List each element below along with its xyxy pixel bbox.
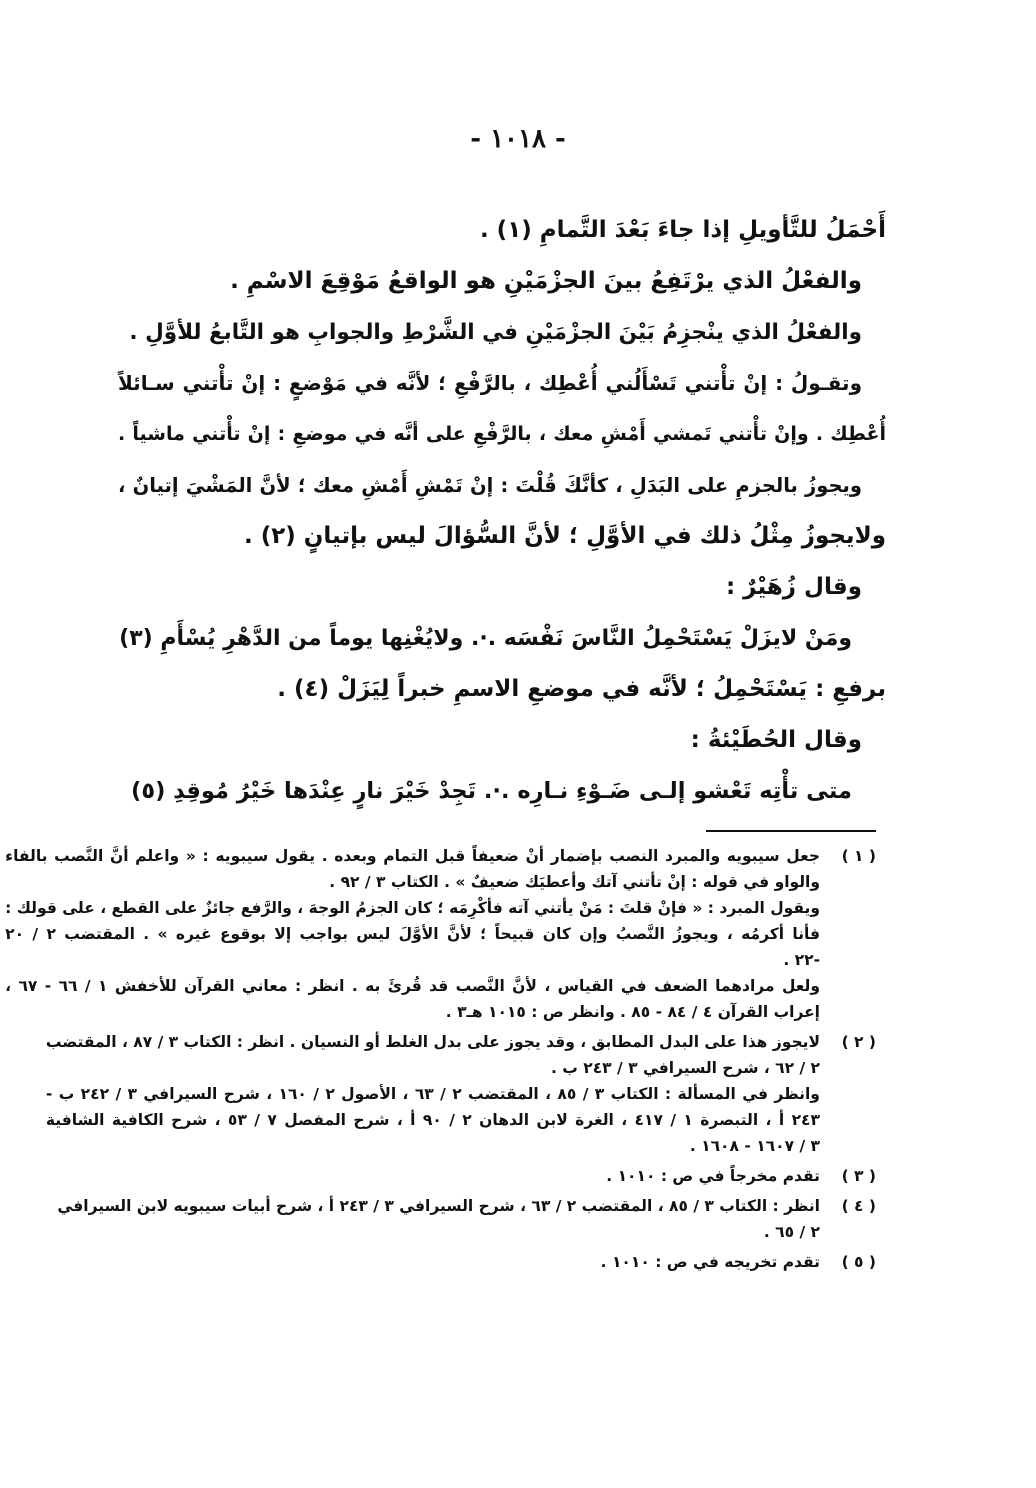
- main-text: [118, 205, 886, 817]
- page-number: - ١٠١٨ -: [470, 124, 566, 154]
- footnote-line: انظر : الكتاب ٣ / ٨٥ ، المقتضب ٢ / ٦٣ ، شرح السيرافي ٣ / ٢٤٣ أ ، شرح أبيات سيبويه لابن السيرافي: [57, 1197, 820, 1215]
- footnote-number: ( ٥ ): [841, 1253, 876, 1271]
- footnote: [118, 1249, 876, 1275]
- footnote: [45, 1029, 876, 1159]
- footnote-number: ( ٢ ): [841, 1033, 876, 1051]
- footnote: [57, 1193, 876, 1245]
- footnote-line: ٢ / ٦٢ ، شرح السيرافي ٣ / ٢٤٣ ب .: [550, 1059, 820, 1077]
- text-line: أُعْطِك . وإنْ تأْتني تَمشي أَمْشِ معك ، بالرَّفْعِ على أنَّه في موضعِ : إنْ تأْتني ماشياً .: [118, 423, 886, 445]
- footnote-number: ( ١ ): [841, 847, 876, 865]
- footnote-line: -٢٢ .: [783, 951, 820, 969]
- footnote-line: تقدم مخرجاً في ص : ١٠١٠ .: [606, 1167, 820, 1185]
- text-line: وقال الحُطَيْئةُ :: [690, 727, 862, 753]
- footnote-body: [46, 1029, 820, 1159]
- verse-line: ومَنْ لايزَلْ يَسْتَحْمِلُ النَّاسَ نَفْسَه .·. ولايُغْنِها يوماً من الدَّهْرِ يُسْأَمِ (٣): [119, 626, 852, 651]
- text-line: والفعْلُ الذي يرْتَفِعُ بينَ الجزْمَيْنِ هو الواقعُ مَوْقِعَ الاسْمِ .: [230, 268, 862, 294]
- footnote: [118, 1163, 876, 1189]
- footnote-line: ٢ / ٦٥ .: [763, 1223, 820, 1241]
- footnote-line: فأنا أكرمُه ، ويجوزُ النَّصبُ وإن كان قبيحاً ؛ لأنَّ الأوَّلَ ليس بواجب إلا بوقوع غيره » . المقتضب ٢ / ٢٠: [5, 925, 820, 943]
- footnote-separator: [706, 830, 876, 832]
- footnote-line: ولعل مرادهما الضعف في القياس ، لأنَّ النَّصب قد قُرئَ به . انظر : معاني القرآن للأخفش ١ / ٦٦ - ٦٧ ،: [5, 977, 820, 995]
- footnote-line: ٢٤٣ أ ، التبصرة ١ / ٤١٧ ، الغرة لابن الدهان ٢ / ٩٠ أ ، شرح المفصل ٧ / ٥٣ ، شرح الكافية الشافية: [45, 1111, 820, 1129]
- footnote-line: لايجوز هذا على البدل المطابق ، وقد يجوز على بدل الغلط أو النسيان . انظر : الكتاب ٣ / ٨٧ ، المقتضب: [45, 1033, 820, 1051]
- footnote: [5, 843, 876, 1025]
- text-line: ولايجوزُ مِثْلُ ذلك في الأوَّلِ ؛ لأنَّ السُّؤالَ ليس بإتيانٍ (٢) .: [243, 523, 886, 549]
- footnote-line: ويقول المبرد : « فإنْ قلتَ : مَنْ يأتني آته فأكْرِمَه ؛ كان الجزمُ الوجهَ ، والرَّفع جائزٌ على القطع ، على قولك :: [5, 899, 820, 917]
- footnote-line: ٣ / ١٦٠٧ - ١٦٠٨ .: [689, 1137, 820, 1155]
- footnote-line: جعل سيبويه والمبرد النصب بإضمار أنْ ضعيفاً قبل التمام وبعده . يقول سيبويه : « واعلم أنَّ النَّصب بالفاء: [5, 847, 820, 865]
- text-line: وتقـولُ : إنْ تأْتني تَسْأَلُني أُعْطِك ، بالرَّفْعِ ؛ لأنَّه في مَوْضعٍ : إنْ تأْتني سـائلاً: [118, 371, 862, 395]
- footnote-body: [5, 843, 820, 1025]
- footnote-line: وانظر في المسألة : الكتاب ٣ / ٨٥ ، المقتضب ٢ / ٦٣ ، الأصول ٢ / ١٦٠ ، شرح السيرافي ٣ / ٢٤٢ ب -: [45, 1085, 820, 1103]
- text-line: والفعْلُ الذي ينْجزِمُ بَيْنَ الجزْمَيْنِ في الشَّرْطِ والجوابِ هو التَّابعُ للأوَّلِ .: [129, 320, 862, 345]
- text-line: برفعِ : يَسْتَحْمِلُ ؛ لأنَّه في موضعِ الاسمِ خبراً لِيَزَلْ (٤) .: [277, 676, 886, 702]
- footnote-body: [57, 1193, 820, 1245]
- footnote-number: ( ٤ ): [841, 1197, 876, 1215]
- footnotes: [5, 843, 876, 1279]
- text-line: ويجوزُ بالجزمِ على البَدَلِ ، كأنَّكَ قُلْتَ : إنْ تَمْشِ أَمْشِ معك ؛ لأنَّ المَشْيَ إتيانٌ ،: [118, 474, 862, 497]
- footnote-line: تقدم تخريجه في ص : ١٠١٠ .: [600, 1253, 820, 1271]
- footnote-line: إعراب القرآن ٤ / ٨٤ - ٨٥ . وانظر ص : ١٠١٥ هـ٣ .: [445, 1003, 820, 1021]
- text-line: وقال زُهَيْرٌ :: [725, 574, 862, 600]
- footnote-body: [118, 1163, 820, 1189]
- footnote-body: [118, 1249, 820, 1275]
- footnote-line: والواو في قوله : إنْ تأتني آتك وأعطيَك ضعيفٌ » . الكتاب ٣ / ٩٢ .: [329, 873, 820, 891]
- verse-line: متى تأْتِه تَعْشو إلـى ضَـوْءِ نـارِه .·. تَجِدْ خَيْرَ نارٍ عِنْدَها خَيْرُ مُوقِدِ (٥): [131, 778, 852, 804]
- footnote-number: ( ٣ ): [841, 1167, 876, 1185]
- text-line: أَحْمَلُ للتَّأويلِ إذا جاءَ بَعْدَ التَّمامِ (١) .: [479, 217, 886, 243]
